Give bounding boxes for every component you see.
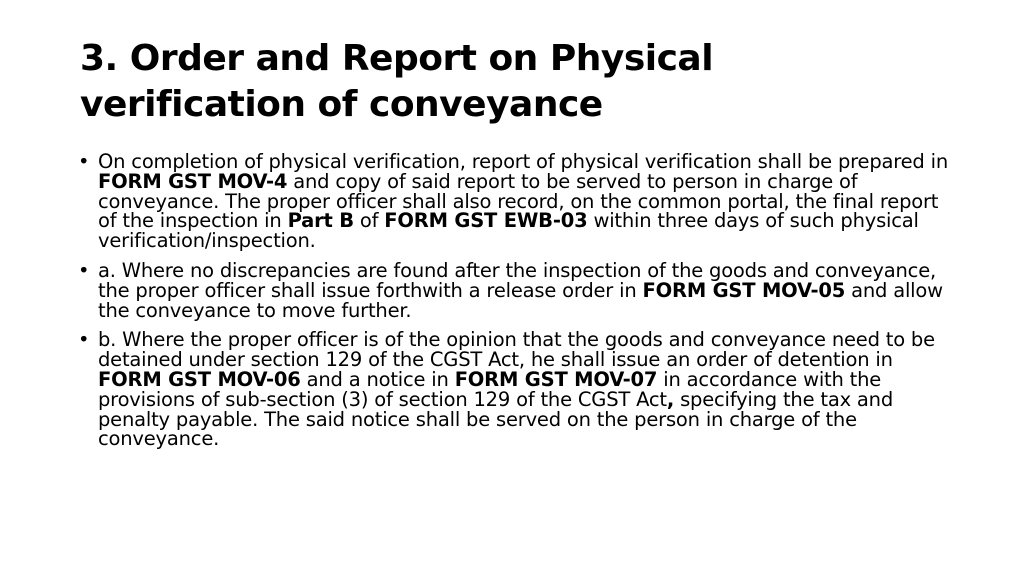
bullet-completion-report	[78, 152, 948, 251]
bullet-list	[78, 152, 948, 459]
part-reference: Part B	[287, 209, 354, 233]
form-reference: FORM GST MOV-07	[454, 367, 658, 391]
bullet-text: and copy of said report to be served to person in charge of conveyance. The proper officer shall also record, on the common portal, the final report of the inspection in	[98, 169, 939, 233]
bullet-text: b. Where the proper officer is of the opinion that the goods and conveyance need to be detained under section 129 of the CGST Act, he shall issue an order of detention in	[98, 328, 935, 372]
form-reference: FORM GST EWB-03	[384, 209, 588, 233]
bullet-text: in accordance with the provisions of sub-section (3) of section 129 of the CGST Act	[98, 367, 882, 411]
bullet-text: within three days of such physical verification/inspection.	[98, 209, 919, 253]
title-line-2: verification of conveyance	[80, 84, 603, 125]
bold-comma: ,	[666, 387, 675, 411]
form-reference: FORM GST MOV-4	[98, 169, 288, 193]
bullet-text: a. Where no discrepancies are found after the inspection of the goods and conveyance, the proper officer shall issue forthwith a release order in	[98, 258, 937, 302]
form-reference: FORM GST MOV-06	[98, 367, 301, 391]
bullet-text: and a notice in	[300, 367, 455, 391]
bullet-text: of	[353, 209, 385, 233]
bullet-text: and allow the conveyance to move further.	[98, 278, 943, 322]
slide-title	[80, 36, 960, 128]
bullet-text: specifying the tax and penalty payable. The said notice shall be served on the person in charge of the conveyance.	[98, 387, 894, 451]
form-reference: FORM GST MOV-05	[642, 278, 846, 302]
bullet-no-discrepancies	[78, 258, 948, 322]
title-line-1: 3. Order and Report on Physical	[80, 38, 714, 79]
bullet-detention	[78, 330, 948, 449]
bullet-text: On completion of physical verification, report of physical verification shall be prepared in	[98, 150, 948, 173]
